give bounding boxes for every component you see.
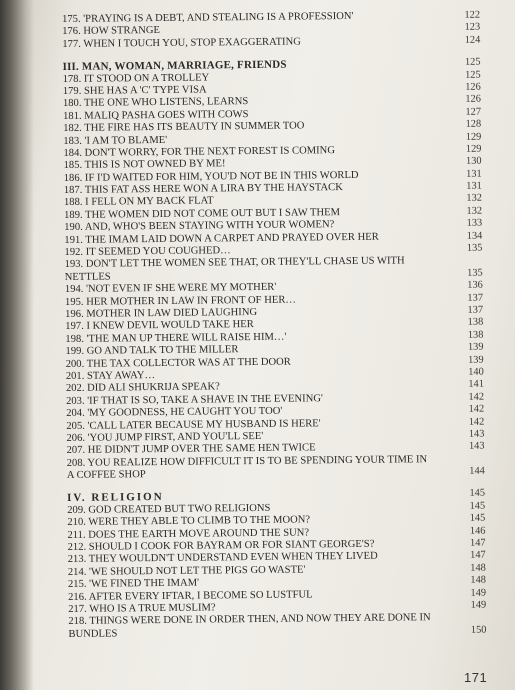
toc-entry-page: 140	[468, 366, 484, 378]
toc-entry-page: 147	[469, 537, 486, 549]
toc-entry-page: 137	[467, 292, 484, 304]
section-title: III. MAN, WOMAN, MARRIAGE, FRIENDS	[62, 58, 287, 74]
toc-entry-page: 125	[465, 69, 481, 81]
toc-entry-title: 178. IT STOOD ON A TROLLEY	[62, 72, 210, 85]
toc-entry-title: 211. DOES THE EARTH MOVE AROUND THE SUN?	[67, 527, 310, 541]
toc-entry-page: 143	[468, 428, 485, 440]
toc-entry-title: 194. 'NOT EVEN IF SHE WERE MY MOTHER'	[64, 281, 277, 296]
toc-entry-page: 136	[467, 279, 483, 291]
toc-entry-title: BUNDLES	[68, 628, 118, 640]
toc-entry-title: 177. WHEN I TOUCH YOU, STOP EXAGGERATING	[62, 36, 301, 50]
toc-entry-title: 182. THE FIRE HAS ITS BEAUTY IN SUMMER TOO	[63, 120, 305, 135]
toc-entry-page: 123	[464, 22, 481, 34]
section-page: 125	[464, 56, 481, 68]
toc-entry-title: 185. THIS IS NOT OWNED BY ME!	[63, 158, 226, 172]
toc-entry-title: 208. YOU REALIZE HOW DIFFICULT IT IS TO BE SPENDING YOUR TIME IN	[66, 453, 428, 469]
toc-entry-title: 180. THE ONE WHO LISTENS, LEARNS	[62, 96, 249, 110]
page-number: 171	[464, 670, 488, 685]
toc-entry-title: 209. GOD CREATED BUT TWO RELIGIONS	[67, 502, 271, 516]
toc-block-1	[62, 10, 480, 52]
toc-entry-page: 127	[465, 106, 482, 118]
toc-entry-title: 196. MOTHER IN LAW DIED LAUGHING	[65, 306, 258, 320]
toc-entry-page: 129	[465, 143, 482, 155]
toc-entry-page: 132	[466, 193, 483, 205]
toc-entry-title: 184. DON'T WORRY, FOR THE NEXT FOREST IS COMING	[63, 145, 336, 159]
toc-entry-title: 213. THEY WOULDN'T UNDERSTAND EVEN WHEN THEY LIVED	[67, 551, 378, 566]
toc-entry-title: A COFFEE SHOP	[66, 469, 146, 482]
toc-entry-page: 148	[470, 562, 486, 574]
toc-entry-title: 192. IT SEEMED YOU COUGHED…	[64, 245, 231, 259]
toc-entry-title: 181. MALIQ PASHA GOES WITH COWS	[63, 108, 249, 122]
toc-entry-page: 137	[467, 304, 484, 316]
toc-entry-title: 212. SHOULD I COOK FOR BAYRAM OR FOR SIANT GEORGE'S?	[67, 538, 375, 553]
toc-entry-page: 144	[469, 465, 485, 477]
toc-entry-page: 142	[468, 403, 485, 415]
toc-entry-page: 131	[466, 168, 482, 180]
toc-entry-title: 215. 'WE FINED THE IMAM'	[67, 577, 200, 591]
toc-entry-page: 135	[466, 242, 483, 254]
toc-entry-page: 133	[466, 217, 483, 230]
section-page: 145	[469, 488, 486, 500]
toc-entry-title: 191. THE IMAM LAID DOWN A CARPET AND PRAYED OVER HER	[64, 231, 379, 246]
toc-entry-title: 216. AFTER EVERY IFTAR, I BECOME SO LUSTFUL	[68, 588, 313, 603]
toc-entry-title: 201. STAY AWAY…	[65, 369, 156, 382]
toc-entry-page: 141	[468, 378, 484, 391]
toc-entry-page: 146	[469, 525, 486, 537]
toc-entry-page: 126	[465, 93, 481, 106]
toc-entry-title: 189. THE WOMEN DID NOT COME OUT BUT I SAW THEM	[64, 206, 341, 221]
toc-block-2	[63, 69, 485, 482]
table-of-contents	[62, 10, 487, 641]
toc-entry-page: 143	[468, 440, 485, 453]
toc-entry-title: 204. 'MY GOODNESS, HE CAUGHT YOU TOO'	[66, 405, 283, 420]
toc-entry-title: 186. IF I'D WAITED FOR HIM, YOU'D NOT BE IN THIS WORLD	[63, 169, 359, 184]
toc-entry-page: 142	[468, 391, 485, 403]
toc-entry-title: 179. SHE HAS A 'C' TYPE VISA	[62, 84, 207, 97]
toc-entry-title: 199. GO AND TALK TO THE MILLER	[65, 344, 239, 358]
toc-entry-title: 207. HE DIDN'T JUMP OVER THE SAME HEN TWICE	[66, 442, 316, 457]
toc-entry-title: 187. THIS FAT ASS HERE WON A LIRA BY THE HAYSTACK	[63, 182, 343, 197]
toc-entry-title: 197. I KNEW DEVIL WOULD TAKE HER	[65, 319, 254, 333]
toc-entry-title: 175. 'PRAYING IS A DEBT, AND STEALING IS A PROFESSION'	[62, 10, 354, 25]
toc-entry-page: 139	[467, 354, 484, 366]
toc-entry-title: 200. THE TAX COLLECTOR WAS AT THE DOOR	[65, 356, 291, 370]
toc-entry-page: 129	[465, 131, 482, 143]
toc-entry-page: 145	[469, 500, 486, 512]
toc-entry-title: 176. HOW STRANGE	[62, 25, 161, 38]
toc-entry-title: 190. AND, WHO'S BEEN STAYING WITH YOUR WOMEN?	[64, 219, 335, 234]
toc-entry-page: 139	[467, 341, 484, 353]
toc-entry-page: 122	[464, 9, 481, 21]
toc-entry-title: 206. 'YOU JUMP FIRST, AND YOU'LL SEE'	[66, 430, 264, 444]
toc-entry-title: 205. 'CALL LATER BECAUSE MY HUSBAND IS HERE'	[66, 417, 321, 432]
toc-entry-page: 131	[466, 180, 482, 192]
toc-entry-title: 188. I FELL ON MY BACK FLAT	[63, 195, 214, 209]
toc-entry-title: 203. 'IF THAT IS SO, TAKE A SHAVE IN THE EVENING'	[65, 393, 323, 407]
toc-entry-page: 132	[466, 205, 483, 217]
toc-entry-page: 142	[468, 416, 485, 428]
toc-entry-title: 214. 'WE SHOULD NOT LET THE PIGS GO WASTE'	[67, 564, 306, 578]
toc-entry-page: 138	[467, 329, 484, 341]
toc-entry-title: 218. THINGS WERE DONE IN ORDER THEN, AND NOW THEY ARE DONE IN	[68, 612, 431, 628]
toc-entry-page: 124	[464, 34, 481, 46]
toc-entry-page: 149	[470, 587, 487, 599]
toc-entry-title: 217. WHO IS A TRUE MUSLIM?	[68, 602, 216, 615]
toc-entry-title: 198. 'THE MAN UP THERE WILL RAISE HIM…'	[65, 331, 287, 345]
toc-entry-page: 145	[469, 512, 486, 524]
toc-entry-page: 128	[465, 118, 482, 130]
toc-block-3	[67, 500, 486, 641]
toc-entry-title: 210. WERE THEY ABLE TO CLIMB TO THE MOON?	[67, 514, 311, 529]
section-title: IV. RELIGION	[67, 491, 164, 505]
toc-entry-page: 126	[465, 81, 481, 93]
toc-entry-page: 130	[465, 155, 482, 168]
toc-entry-page: 149	[470, 599, 487, 611]
toc-entry-page: 147	[470, 549, 486, 562]
toc-entry-page: 135	[467, 267, 483, 279]
toc-entry-page: 148	[470, 574, 487, 586]
toc-entry-title: 183. 'I AM TO BLAME'	[63, 134, 168, 147]
toc-entry-page: 150	[470, 624, 487, 636]
toc-entry-title: 195. HER MOTHER IN LAW IN FRONT OF HER…	[64, 294, 297, 308]
toc-entry-page: 138	[467, 316, 484, 329]
book-spine-shadow	[0, 0, 34, 690]
toc-entry-title: 202. DID ALI SHUKRIJA SPEAK?	[65, 381, 220, 395]
toc-entry-page: 134	[466, 230, 483, 242]
toc-entry-title: NETTLES	[64, 271, 111, 283]
toc-entry-title: 193. DON'T LET THE WOMEN SEE THAT, OR THEY'LL CHASE US WITH	[64, 255, 405, 271]
